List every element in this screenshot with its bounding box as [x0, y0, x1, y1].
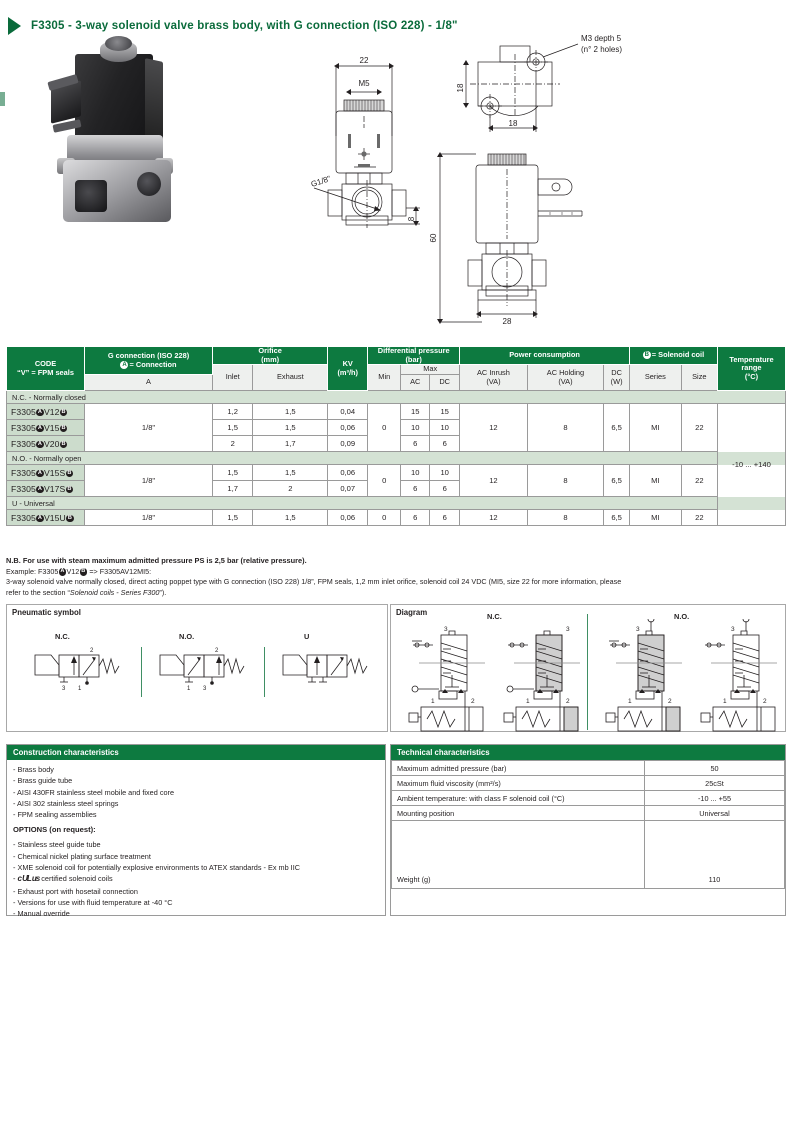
table-row[interactable] — [7, 510, 786, 526]
th-dc-w — [604, 365, 630, 391]
th-ac-inrush — [460, 365, 528, 391]
note-example-mid: V12 — [66, 566, 80, 576]
option-item: - Versions for use with fluid temperature at -40 °C — [13, 898, 173, 908]
cell-max-dc: 10 — [430, 420, 460, 436]
th-ac-inrush-label: AC Inrush — [477, 368, 510, 378]
sym-label-nc: N.C. — [55, 632, 70, 641]
diagram-label-no: N.O. — [674, 612, 690, 621]
nc-port-2: 2 — [90, 648, 94, 654]
technical-value: Universal — [645, 806, 785, 821]
cell-ac-inrush: 12 — [460, 404, 528, 452]
cell-kv: 0,06 — [328, 420, 368, 436]
construction-item: - AISI 302 stainless steel springs — [13, 798, 119, 808]
note-desc2-italic: Solenoid coils - Series F300 — [69, 587, 160, 597]
th-solenoid-coil-label: = Solenoid coil — [651, 350, 705, 360]
photo-coil-nut-top — [105, 36, 132, 51]
symbol-nc — [35, 648, 119, 692]
table-group-row — [7, 391, 786, 404]
cell-temp-range: -10 ... +140 — [718, 404, 786, 526]
cell-ac-inrush: 12 — [460, 510, 528, 526]
cell-code[interactable]: F3305 A V15S B — [7, 465, 85, 481]
table-body — [7, 391, 786, 526]
options-heading: OPTIONS (on request): — [13, 825, 96, 835]
cell-inlet: 2 — [213, 436, 253, 452]
cell-exhaust: 2 — [253, 481, 328, 497]
technical-table — [391, 760, 785, 889]
nc1-port-3: 3 — [444, 626, 448, 633]
dim-60: 60 — [429, 233, 438, 243]
photo-port-front — [75, 180, 107, 212]
cell-a-connection: 1/8" — [85, 404, 213, 452]
cell-ac-inrush: 12 — [460, 465, 528, 497]
technical-row — [392, 761, 785, 776]
dim-28: 28 — [502, 317, 512, 326]
notes-block — [6, 556, 786, 598]
diagram-label-nc: N.C. — [487, 612, 502, 621]
cell-inlet: 1,7 — [213, 481, 253, 497]
th-diff-pressure-label: Differential pressure — [377, 346, 450, 355]
th-power — [460, 347, 630, 365]
option-item: - Manual override — [13, 909, 70, 919]
diagram-nc-2 — [504, 626, 580, 731]
th-code-main: CODE — [34, 358, 57, 368]
circle-a-icon: A — [37, 440, 42, 447]
circle-b-icon: B — [644, 352, 649, 359]
cell-max-ac: 10 — [401, 420, 430, 436]
circle-a-icon: A — [37, 469, 42, 476]
th-max: Max — [401, 365, 460, 375]
th-ac-inrush-unit: (VA) — [486, 376, 501, 386]
cell-max-dc: 15 — [430, 404, 460, 420]
cell-inlet: 1,2 — [213, 404, 253, 420]
cell-kv: 0,09 — [328, 436, 368, 452]
cell-inlet: 1,5 — [213, 465, 253, 481]
circle-a-inline-icon: A — [60, 568, 65, 575]
technical-label: Weight (g) — [392, 821, 645, 889]
nc2-port-2: 2 — [566, 698, 570, 705]
symbol-u — [283, 655, 367, 682]
dim-22: 22 — [359, 56, 369, 65]
technical-row — [392, 791, 785, 806]
sym-label-u: U — [304, 632, 310, 641]
group-band: N.C. - Normally closed — [7, 391, 786, 404]
no2-port-2: 2 — [763, 698, 767, 705]
construction-characteristics — [6, 744, 386, 919]
no2-port-3: 3 — [731, 626, 735, 633]
th-kv — [328, 347, 368, 391]
circle-a-icon: A — [37, 408, 42, 415]
circle-b-icon: B — [61, 424, 66, 431]
cell-min: 0 — [368, 465, 401, 497]
th-orifice — [213, 347, 328, 365]
option-item: - Stainless steel guide tube — [13, 840, 101, 850]
cell-dc-w: 6,5 — [604, 404, 630, 452]
pneumatic-symbol-heading: Pneumatic symbol — [12, 608, 81, 617]
cell-min: 0 — [368, 510, 401, 526]
th-dc-w-unit: (W) — [610, 376, 623, 386]
technical-label: Mounting position — [392, 806, 645, 821]
dim-18-horizontal: 18 — [508, 119, 518, 128]
cell-max-ac: 10 — [401, 465, 430, 481]
option-item: - XME solenoid coil for potentially explosive environments to ATEX standards - Ex mb IIC — [13, 863, 301, 873]
ul-certification-icon: c UL us — [17, 874, 40, 884]
cell-kv: 0,04 — [328, 404, 368, 420]
cell-kv: 0,06 — [328, 465, 368, 481]
diagram-panel — [390, 604, 786, 732]
th-code-sub: “V” = FPM seals — [17, 367, 74, 377]
th-temp-range-unit: (°C) — [744, 371, 759, 381]
dim-8: 8 — [407, 216, 416, 222]
note-desc2-pre: refer to the section “ — [6, 587, 70, 597]
cell-size: 22 — [681, 465, 717, 497]
cell-max-dc: 6 — [430, 481, 460, 497]
th-temp-range — [718, 347, 786, 391]
th-inlet: Inlet — [213, 365, 253, 391]
cell-series: MI — [629, 404, 681, 452]
th-diff-pressure — [368, 347, 460, 365]
th-dc-w-label: DC — [611, 368, 622, 378]
cell-series: MI — [629, 510, 681, 526]
th-ac-holding-label: AC Holding — [546, 368, 585, 378]
technical-value: 25cSt — [645, 776, 785, 791]
th-temp-range-1: Temperature — [729, 354, 774, 364]
construction-item: - FPM sealing assemblies — [13, 810, 97, 820]
th-max-dc: DC — [430, 375, 460, 391]
dim-18-vertical: 18 — [456, 83, 465, 93]
th-g-connection-label: G connection (ISO 228) — [107, 350, 190, 360]
cell-max-ac: 15 — [401, 404, 430, 420]
cell-exhaust: 1,5 — [253, 510, 328, 526]
technical-label: Ambient temperature: with class F solenoid coil (°C) — [392, 791, 645, 806]
table-group-row — [7, 497, 786, 510]
group-band: U - Universal — [7, 497, 786, 510]
circle-b-icon: B — [67, 485, 72, 492]
page-edge-tab — [0, 92, 5, 106]
circle-a-icon: A — [37, 485, 42, 492]
technical-row — [392, 821, 785, 889]
cell-kv: 0,06 — [328, 510, 368, 526]
cell-dc-w: 6,5 — [604, 510, 630, 526]
cell-max-dc: 6 — [430, 510, 460, 526]
photo-port-side — [137, 172, 161, 196]
cell-max-ac: 6 — [401, 481, 430, 497]
no1-port-3: 3 — [636, 626, 640, 633]
cell-code[interactable]: F3305 A V15 B — [7, 420, 85, 436]
cell-size: 22 — [681, 404, 717, 452]
note-example — [6, 567, 786, 577]
thread-m5-label: M5 — [358, 79, 370, 88]
diagram-no-1 — [606, 619, 682, 731]
circle-b-icon: B — [61, 408, 66, 415]
th-exhaust: Exhaust — [253, 365, 328, 391]
page-title: F3305 - 3-way solenoid valve brass body, with G connection (ISO 228) - 1/8" — [31, 20, 458, 32]
front-view — [310, 56, 420, 228]
nc-port-1: 1 — [78, 686, 82, 692]
circle-a-icon: A — [37, 424, 42, 431]
product-selection-table — [6, 346, 786, 526]
technical-drawings — [300, 24, 770, 344]
cell-exhaust: 1,5 — [253, 404, 328, 420]
no2-port-1: 1 — [723, 698, 727, 705]
cell-inlet: 1,5 — [213, 510, 253, 526]
nc2-port-3: 3 — [566, 626, 570, 633]
th-ac-holding-unit: (VA) — [558, 376, 573, 386]
cell-ac-holding: 8 — [527, 404, 604, 452]
cell-series: MI — [629, 465, 681, 497]
options-list — [7, 835, 385, 919]
no-port-2: 2 — [215, 648, 219, 654]
technical-row — [392, 776, 785, 791]
diagram-nc-1 — [409, 626, 485, 731]
construction-heading: Construction characteristics — [7, 745, 385, 760]
th-power-label: Power consumption — [509, 350, 580, 360]
cell-code[interactable]: F3305 A V17S B — [7, 481, 85, 497]
construction-list — [7, 760, 385, 820]
no-port-3: 3 — [203, 686, 207, 692]
option-item: - Chemical nickel plating surface treatment — [13, 851, 151, 861]
circle-b-icon: B — [67, 514, 72, 521]
group-band: N.O. - Normally open — [7, 452, 786, 465]
technical-table-body — [392, 761, 785, 889]
th-g-connection-sub — [85, 361, 212, 370]
note-example-pre: Example: F3305 — [6, 566, 59, 576]
option-item-ul-certified: - c UL us certified solenoid coils — [13, 873, 385, 885]
nc1-port-2: 2 — [471, 698, 475, 705]
cell-ac-holding: 8 — [527, 465, 604, 497]
photo-coil-side — [145, 58, 163, 142]
note-holes: (n° 2 holes) — [581, 45, 622, 54]
table-group-row — [7, 452, 786, 465]
th-series: Series — [629, 365, 681, 391]
th-size: Size — [681, 365, 717, 391]
triangle-bullet-icon — [8, 17, 21, 35]
nc1-port-1: 1 — [431, 698, 435, 705]
note-nb: N.B. For use with steam maximum admitted pressure PS is 2,5 bar (relative pressure). — [6, 556, 307, 565]
th-max-ac: AC — [401, 375, 430, 391]
th-g-connection — [85, 347, 213, 375]
cell-a-connection: 1/8" — [85, 465, 213, 497]
diagram-no-2 — [701, 619, 777, 731]
technical-characteristics — [390, 744, 786, 916]
option-item: - Exhaust port with hosetail connection — [13, 886, 138, 896]
cell-inlet: 1,5 — [213, 420, 253, 436]
technical-label: Maximum admitted pressure (bar) — [392, 761, 645, 776]
symbol-diagram-panels — [6, 604, 786, 732]
th-temp-range-2: range — [741, 363, 762, 373]
th-ac-holding — [527, 365, 604, 391]
construction-item: - AISI 430FR stainless steel mobile and fixed core — [13, 787, 175, 797]
product-photo — [45, 32, 195, 247]
circle-b-icon: B — [61, 440, 66, 447]
diagram-heading: Diagram — [396, 608, 428, 617]
sym-label-no: N.O. — [179, 632, 195, 641]
th-kv-label: KV — [342, 358, 353, 368]
cell-a-connection: 1/8" — [85, 510, 213, 526]
note-desc: 3-way solenoid valve normally closed, direct acting poppet type with G connection (ISO 228) 1/8”, FPM seals, 1,2 mm inlet orifice, solenoid coil 24 VDC (MI5, size 22 for more information, please — [6, 577, 622, 587]
side-view — [429, 152, 582, 326]
cell-max-dc: 10 — [430, 465, 460, 481]
technical-row — [392, 806, 785, 821]
circle-b-inline-icon: B — [81, 568, 86, 575]
pneumatic-symbols-svg — [7, 643, 389, 703]
th-orifice-label: Orifice — [258, 346, 282, 355]
th-solenoid-coil — [629, 347, 717, 365]
cell-exhaust: 1,5 — [253, 465, 328, 481]
no-port-1: 1 — [187, 686, 191, 692]
cell-max-ac: 6 — [401, 436, 430, 452]
table-row[interactable] — [7, 404, 786, 420]
cell-exhaust: 1,7 — [253, 436, 328, 452]
table-header — [7, 347, 786, 391]
photo-coil-body — [75, 54, 153, 140]
th-orifice-unit: (mm) — [261, 354, 280, 364]
nc-port-3: 3 — [62, 686, 66, 692]
port-label-g18: G1/8" — [309, 174, 332, 189]
cell-code[interactable]: F3305 A V12 B — [7, 404, 85, 420]
th-min: Min — [368, 365, 401, 391]
construction-item: - Brass guide tube — [13, 776, 73, 786]
pneumatic-symbol-panel — [6, 604, 388, 732]
th-code — [7, 347, 85, 391]
drawings-svg — [300, 24, 770, 344]
th-kv-unit: (m³/h) — [337, 367, 358, 377]
nc2-port-1: 1 — [526, 698, 530, 705]
th-a-col: A — [85, 375, 213, 391]
technical-heading: Technical characteristics — [391, 745, 785, 760]
cell-code[interactable]: F3305 A V20 B — [7, 436, 85, 452]
construction-item: - Brass body — [13, 765, 54, 774]
cell-exhaust: 1,5 — [253, 420, 328, 436]
top-view — [456, 34, 622, 132]
th-g-connection-sub-label: = Connection — [129, 359, 177, 369]
cell-kv: 0,07 — [328, 481, 368, 497]
cell-ac-holding: 8 — [527, 510, 604, 526]
circle-a-icon: A — [37, 514, 42, 521]
no1-port-1: 1 — [628, 698, 632, 705]
note-desc2 — [6, 588, 786, 598]
no1-port-2: 2 — [668, 698, 672, 705]
note-example-post: => F3305AV12MI5: — [87, 566, 152, 576]
technical-value: 50 — [645, 761, 785, 776]
cell-max-ac: 6 — [401, 510, 430, 526]
technical-value: 110 — [645, 821, 785, 889]
circle-a-icon: A — [122, 361, 127, 368]
cell-dc-w: 6,5 — [604, 465, 630, 497]
cell-size: 22 — [681, 510, 717, 526]
table-row[interactable] — [7, 465, 786, 481]
cell-min: 0 — [368, 404, 401, 452]
diagram-svg — [391, 619, 787, 733]
symbol-no — [160, 648, 244, 692]
technical-value: -10 ... +55 — [645, 791, 785, 806]
note-desc2-post: ”). — [159, 587, 167, 597]
cell-code[interactable]: F3305 A V15U B — [7, 510, 85, 526]
note-m3-depth: M3 depth 5 — [581, 34, 622, 43]
technical-label: Maximum fluid viscosity (mm²/s) — [392, 776, 645, 791]
cell-max-dc: 6 — [430, 436, 460, 452]
circle-b-icon: B — [67, 469, 72, 476]
th-diff-pressure-unit: (bar) — [405, 354, 422, 364]
